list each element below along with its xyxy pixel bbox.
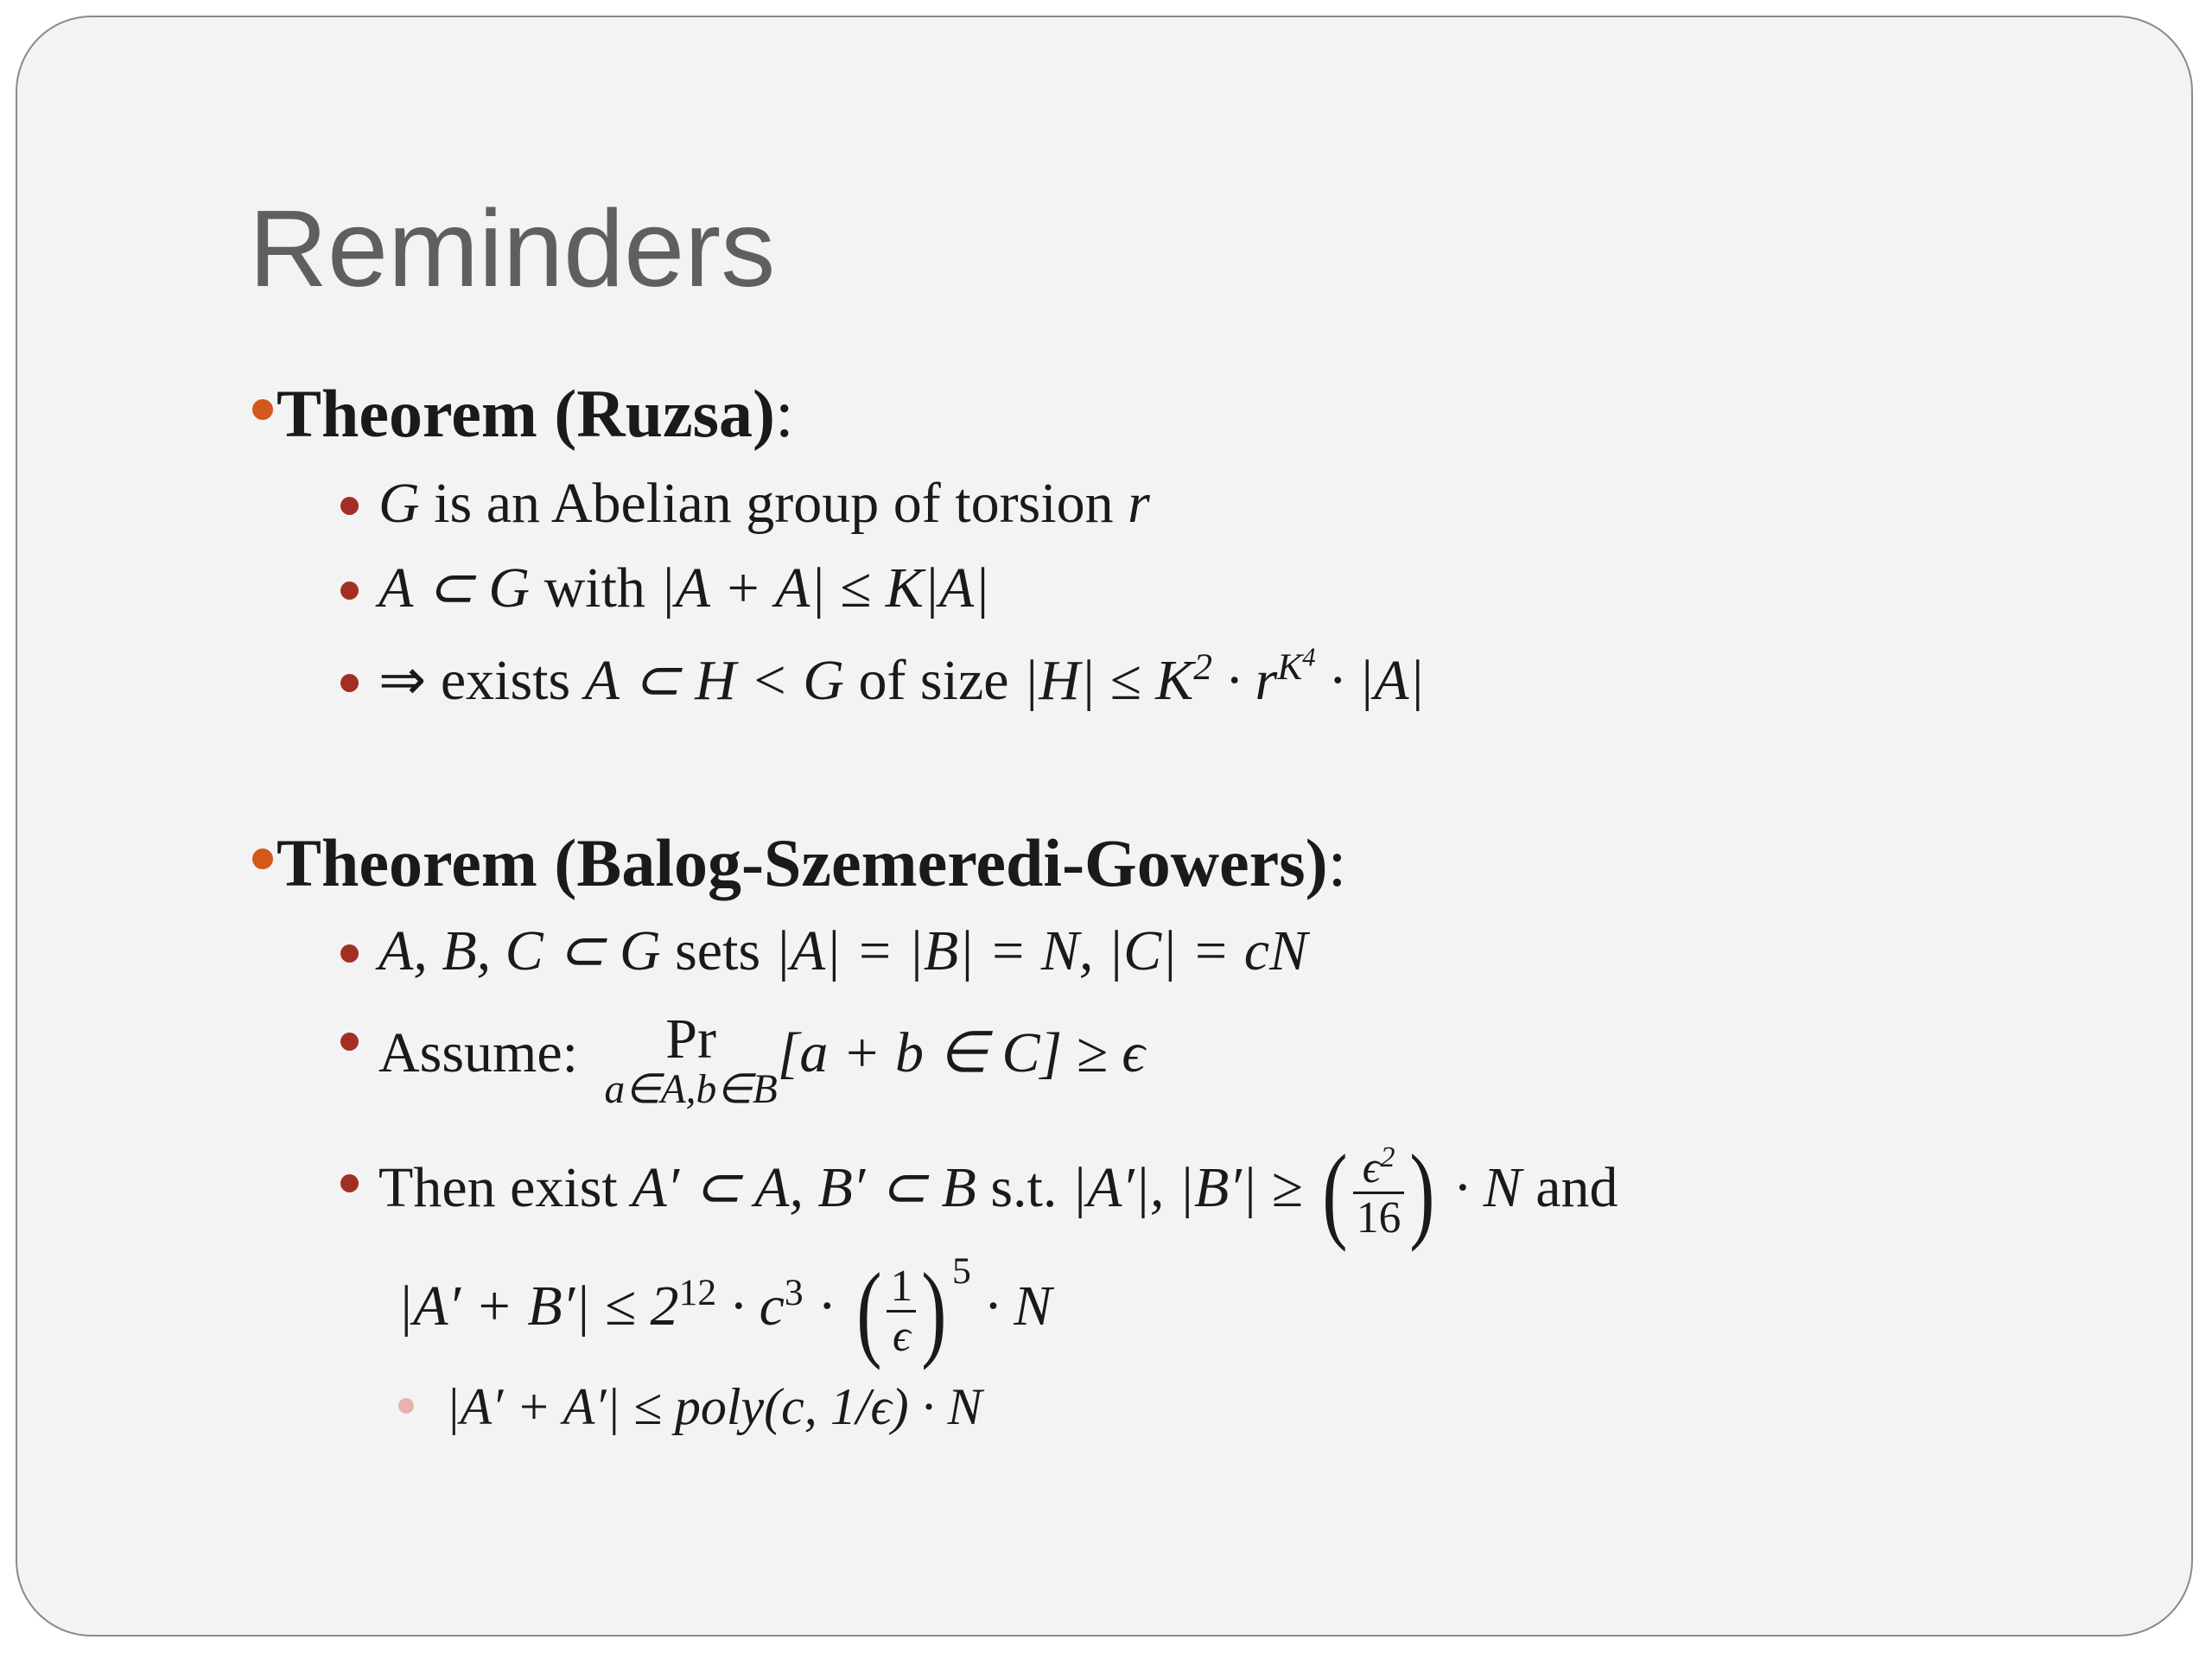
pr-subscript: a∈A,b∈B <box>604 1067 778 1112</box>
ruzsa-item-2 <box>378 556 990 620</box>
bsg-item-1 <box>378 919 1308 982</box>
math-size-bound <box>1023 642 1425 712</box>
bsg-item-3 <box>378 1133 1618 1253</box>
bullet-icon <box>340 1174 359 1192</box>
exp-K4 <box>1277 642 1316 688</box>
fraction-numerator <box>1353 1141 1404 1194</box>
exp-2: 2 <box>1380 1141 1395 1173</box>
math-times-N: · N <box>970 1274 1052 1338</box>
math-subsets: A′ ⊂ A, B′ ⊂ B <box>632 1155 976 1219</box>
bullet-icon <box>340 497 359 515</box>
fraction-1-eps <box>887 1261 916 1362</box>
such-that-text: s.t. <box>976 1155 1071 1219</box>
probability-operator <box>604 1007 778 1112</box>
ruzsa-item-3-of-size: of size <box>843 649 1024 712</box>
math-subgroup: A ⊂ H < G <box>584 649 844 712</box>
math-doubling: |A + A| ≤ K|A| <box>659 556 990 620</box>
bound-part-c: · |A| <box>1315 649 1425 712</box>
bsg-title: Theorem (Balog-Szemeredi-Gowers) <box>276 825 1328 900</box>
implies-arrow: ⇒ <box>378 649 427 712</box>
pr-symbol: Pr <box>665 1007 716 1071</box>
ruzsa-item-2-with: with <box>530 556 660 620</box>
slide <box>16 16 2193 1637</box>
ruzsa-item-3-exists: exists <box>426 649 585 712</box>
math-sets: A, B, C ⊂ G <box>378 919 661 982</box>
bsg-heading <box>276 825 1347 900</box>
bsg-item-2 <box>378 1007 1145 1112</box>
ruzsa-heading <box>276 376 794 451</box>
ruzsa-item-1-text: is an Abelian group of torsion <box>419 472 1128 535</box>
ruzsa-item-3 <box>378 642 1425 712</box>
exp-5: 5 <box>951 1249 971 1292</box>
exp-K: K <box>1277 646 1303 688</box>
exp-12: 12 <box>678 1271 717 1313</box>
math-subset: A ⊂ G <box>378 556 531 620</box>
bsg-item-3-line-2 <box>397 1249 1052 1371</box>
fraction-denominator: ϵ <box>892 1312 911 1362</box>
num-eps: ϵ <box>1362 1142 1381 1192</box>
ruzsa-title: Theorem (Ruzsa) <box>276 376 775 451</box>
math-G: G <box>378 472 420 535</box>
bsg-item-4 <box>446 1378 982 1435</box>
math-times-N: · N <box>1440 1155 1522 1219</box>
bound-part-b: · r <box>1212 649 1278 712</box>
math-c: · c <box>716 1274 785 1338</box>
math-set-sizes: |A| = |B| = N, |C| = cN <box>774 919 1308 982</box>
assume-label: Assume: <box>378 1021 578 1084</box>
bullet-icon <box>340 582 359 600</box>
paren-left: ( <box>855 1251 882 1371</box>
paren-right: ) <box>921 1251 947 1371</box>
fraction-numerator: 1 <box>887 1264 916 1313</box>
fraction-denominator: 16 <box>1356 1193 1402 1243</box>
math-r: r <box>1128 472 1150 535</box>
then-exist-text: Then exist <box>378 1155 632 1219</box>
bullet-icon <box>252 849 273 869</box>
bullet-icon <box>398 1398 414 1414</box>
ruzsa-colon: : <box>774 376 794 451</box>
bound-part-a: |H| ≤ K <box>1023 649 1194 712</box>
paren-right: ) <box>1409 1133 1435 1253</box>
bullet-icon <box>252 399 273 420</box>
exp-4: 4 <box>1302 642 1316 672</box>
math-probability: [a + b ∈ C] ≥ ϵ <box>777 1021 1145 1084</box>
math-size-lower-bound: |A′|, |B′| ≥ <box>1071 1155 1318 1219</box>
bullet-icon <box>340 944 359 963</box>
math-poly-bound: |A′ + A′| ≤ poly(c, 1/ϵ) · N <box>446 1378 982 1435</box>
paren-left: ( <box>1322 1133 1348 1253</box>
bullet-icon <box>340 674 359 692</box>
and-text: and <box>1521 1155 1618 1219</box>
bsg-item-1-sets: sets <box>660 919 775 982</box>
math-sumset-bound: |A′ + B′| ≤ 2 <box>397 1274 679 1338</box>
exp-2: 2 <box>1193 646 1213 688</box>
ruzsa-item-1 <box>378 472 1150 535</box>
slide-content <box>17 17 2191 1635</box>
slide-title: Reminders <box>249 188 776 309</box>
bsg-colon: : <box>1327 825 1347 900</box>
exp-3: 3 <box>784 1271 804 1313</box>
fraction-eps2-16 <box>1353 1141 1404 1243</box>
math-dot: · <box>803 1274 851 1338</box>
bullet-icon <box>340 1033 359 1051</box>
